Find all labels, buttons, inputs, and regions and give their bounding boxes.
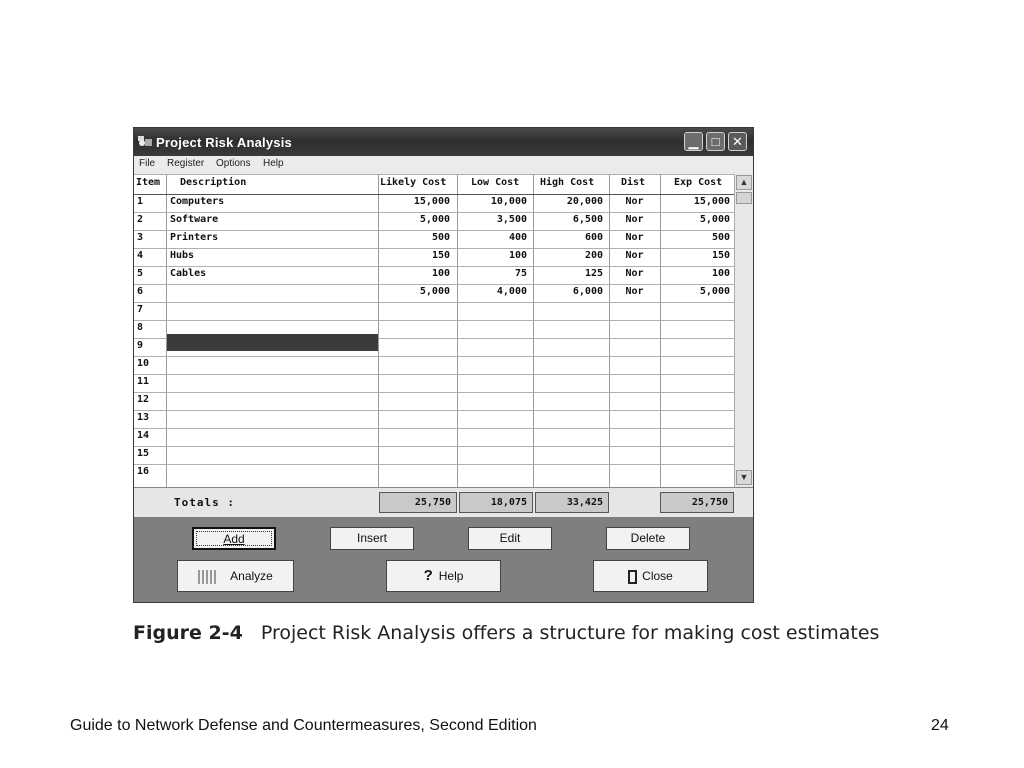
row-number: 7 bbox=[137, 304, 144, 315]
figure-number: Figure 2-4 bbox=[133, 622, 243, 644]
selected-cell bbox=[167, 334, 378, 351]
cell-likely-cost[interactable]: 100 bbox=[431, 268, 450, 279]
cell-likely-cost[interactable]: 5,000 bbox=[419, 286, 450, 297]
analyze-icon bbox=[198, 570, 216, 584]
cell-exp-cost[interactable]: 500 bbox=[711, 232, 730, 243]
caption-text: Project Risk Analysis offers a structure for making cost estimates bbox=[260, 622, 880, 644]
row-number: 12 bbox=[137, 394, 150, 405]
cell-description[interactable]: Hubs bbox=[170, 250, 195, 261]
cell-dist[interactable]: Nor bbox=[625, 286, 644, 297]
maximize-icon: □ bbox=[711, 134, 720, 149]
cell-description[interactable]: Printers bbox=[170, 232, 219, 243]
column-divider bbox=[166, 174, 167, 487]
help-button-label: Help bbox=[438, 569, 464, 583]
cell-description[interactable]: Cables bbox=[170, 268, 207, 279]
cell-low-cost[interactable]: 100 bbox=[508, 250, 527, 261]
row-number: 8 bbox=[137, 322, 144, 333]
chevron-down-icon: ▼ bbox=[739, 472, 749, 482]
cell-low-cost[interactable]: 4,000 bbox=[496, 286, 527, 297]
close-window-button[interactable] bbox=[728, 132, 747, 151]
cell-low-cost[interactable]: 10,000 bbox=[490, 196, 527, 207]
cell-likely-cost[interactable]: 500 bbox=[431, 232, 450, 243]
minimize-icon: ▁ bbox=[688, 134, 699, 149]
total-high-cost: 33,425 bbox=[535, 492, 609, 513]
minimize-button[interactable] bbox=[684, 132, 703, 151]
footer-book-title: Guide to Network Defense and Countermeasures, Second Edition bbox=[70, 717, 537, 734]
menu-bar bbox=[134, 156, 753, 174]
cell-dist[interactable]: Nor bbox=[625, 196, 644, 207]
total-low-cost: 18,075 bbox=[459, 492, 533, 513]
header-description[interactable]: Description bbox=[180, 177, 247, 188]
row-number: 11 bbox=[137, 376, 150, 387]
close-icon: ✕ bbox=[732, 134, 743, 149]
window-title: Project Risk Analysis bbox=[156, 135, 292, 150]
row-number: 16 bbox=[137, 466, 150, 477]
maximize-button[interactable] bbox=[706, 132, 725, 151]
cell-exp-cost[interactable]: 5,000 bbox=[699, 214, 730, 225]
app-icon bbox=[138, 135, 152, 147]
header-low-cost[interactable]: Low Cost bbox=[471, 177, 520, 188]
button-bar bbox=[134, 517, 753, 602]
row-number: 13 bbox=[137, 412, 150, 423]
scroll-down-button[interactable] bbox=[736, 470, 752, 485]
row-number: 15 bbox=[137, 448, 150, 459]
header-likely-cost[interactable]: Likely Cost bbox=[380, 177, 447, 188]
door-icon bbox=[628, 570, 637, 584]
menu-help[interactable]: Help bbox=[263, 158, 284, 169]
row-number: 1 bbox=[137, 196, 144, 207]
totals-label: Totals : bbox=[174, 496, 235, 509]
insert-button[interactable]: Insert bbox=[330, 527, 414, 550]
analyze-button-label: Analyze bbox=[230, 569, 273, 583]
add-button-label: Add bbox=[223, 532, 245, 546]
row-number: 2 bbox=[137, 214, 144, 225]
cell-exp-cost[interactable]: 15,000 bbox=[693, 196, 730, 207]
question-icon: ? bbox=[423, 567, 433, 584]
help-button[interactable] bbox=[386, 560, 501, 592]
delete-button[interactable]: Delete bbox=[606, 527, 690, 550]
totals-row bbox=[134, 487, 753, 518]
menu-file[interactable]: File bbox=[139, 158, 156, 169]
cell-exp-cost[interactable]: 5,000 bbox=[699, 286, 730, 297]
cell-dist[interactable]: Nor bbox=[625, 268, 644, 279]
add-button[interactable] bbox=[192, 527, 276, 550]
cell-high-cost[interactable]: 600 bbox=[584, 232, 603, 243]
header-high-cost[interactable]: High Cost bbox=[540, 177, 595, 188]
cell-dist[interactable]: Nor bbox=[625, 250, 644, 261]
cell-dist[interactable]: Nor bbox=[625, 232, 644, 243]
edit-button[interactable]: Edit bbox=[468, 527, 552, 550]
row-number: 3 bbox=[137, 232, 144, 243]
cost-grid bbox=[134, 174, 753, 487]
row-number: 14 bbox=[137, 430, 150, 441]
cell-likely-cost[interactable]: 15,000 bbox=[413, 196, 450, 207]
cell-low-cost[interactable]: 3,500 bbox=[496, 214, 527, 225]
cell-dist[interactable]: Nor bbox=[625, 214, 644, 225]
row-number: 10 bbox=[137, 358, 150, 369]
row-number: 9 bbox=[137, 340, 144, 351]
header-exp-cost[interactable]: Exp Cost bbox=[674, 177, 723, 188]
cell-low-cost[interactable]: 75 bbox=[514, 268, 527, 279]
cell-high-cost[interactable]: 6,500 bbox=[572, 214, 603, 225]
scroll-thumb[interactable] bbox=[736, 192, 752, 204]
cell-high-cost[interactable]: 6,000 bbox=[572, 286, 603, 297]
project-risk-analysis-window bbox=[133, 127, 754, 603]
row-number: 5 bbox=[137, 268, 144, 279]
cell-exp-cost[interactable]: 100 bbox=[711, 268, 730, 279]
total-exp-cost: 25,750 bbox=[660, 492, 734, 513]
cell-high-cost[interactable]: 125 bbox=[584, 268, 603, 279]
cell-low-cost[interactable]: 400 bbox=[508, 232, 527, 243]
title-bar[interactable] bbox=[134, 128, 753, 156]
close-button[interactable] bbox=[593, 560, 708, 592]
cell-high-cost[interactable]: 20,000 bbox=[566, 196, 603, 207]
figure-caption bbox=[133, 622, 879, 644]
menu-options[interactable]: Options bbox=[216, 158, 251, 169]
close-button-label: Close bbox=[642, 569, 673, 583]
grid-scrollbar[interactable] bbox=[734, 174, 753, 487]
menu-register[interactable]: Register bbox=[167, 158, 205, 169]
header-item[interactable]: Item bbox=[136, 177, 161, 188]
total-likely-cost: 25,750 bbox=[379, 492, 457, 513]
analyze-button[interactable] bbox=[177, 560, 294, 592]
cell-high-cost[interactable]: 200 bbox=[584, 250, 603, 261]
cell-likely-cost[interactable]: 5,000 bbox=[419, 214, 450, 225]
page-number: 24 bbox=[931, 717, 949, 734]
header-dist[interactable]: Dist bbox=[621, 177, 646, 188]
chevron-up-icon: ▲ bbox=[739, 177, 749, 187]
cell-description[interactable]: Monitors bbox=[170, 286, 219, 297]
row-number: 6 bbox=[137, 286, 144, 297]
cell-likely-cost[interactable]: 150 bbox=[431, 250, 450, 261]
row-number: 4 bbox=[137, 250, 144, 261]
scroll-up-button[interactable] bbox=[736, 175, 752, 190]
cell-exp-cost[interactable]: 150 bbox=[711, 250, 730, 261]
cell-description[interactable]: Software bbox=[170, 214, 219, 225]
cell-description[interactable]: Computers bbox=[170, 196, 225, 207]
